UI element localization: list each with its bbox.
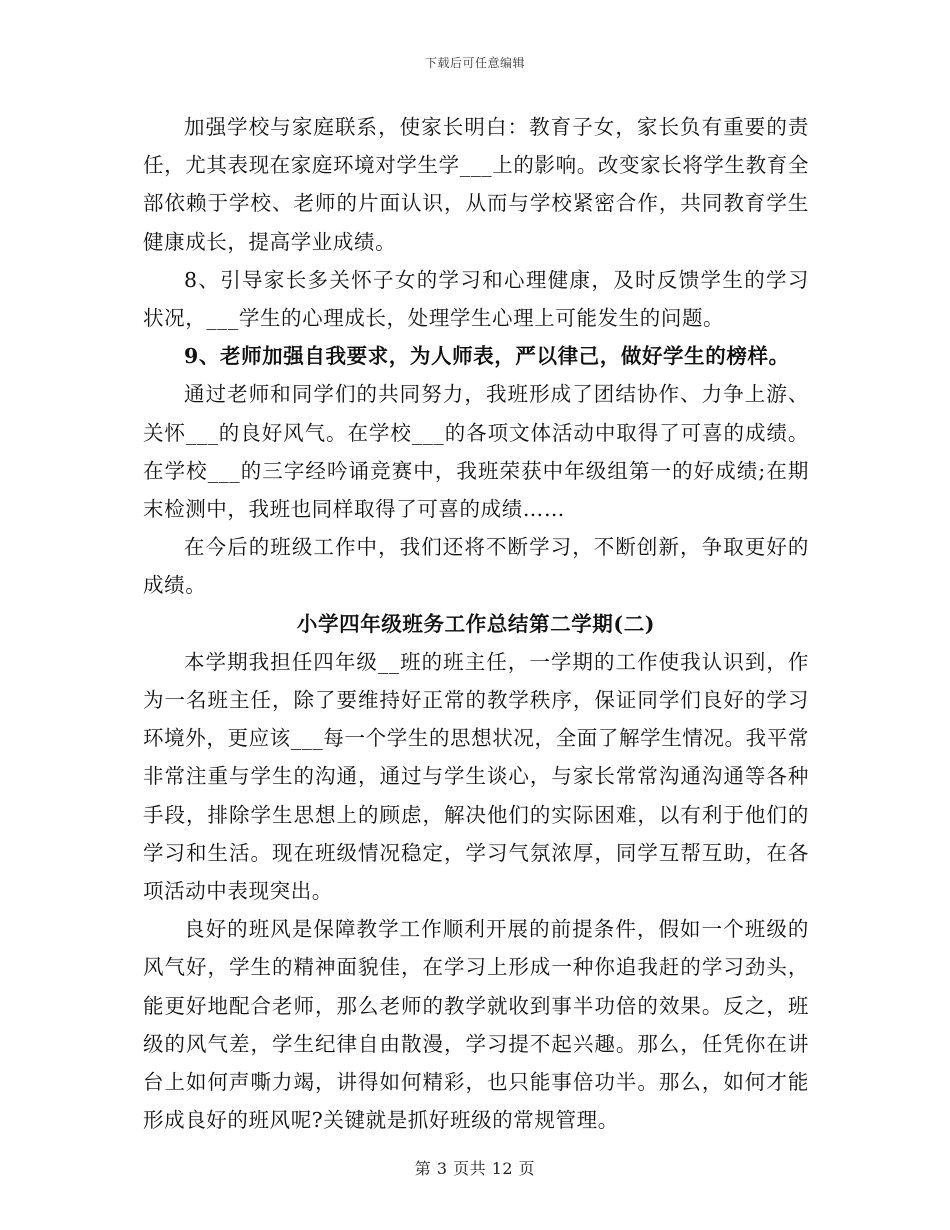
paragraph-class-atmosphere: 良好的班风是保障教学工作顺利开展的前提条件，假如一个班级的风气好，学生的精神面貌佳，在学习上形成一种你追我赶的学习劲头，能更好地配合老师，那么老师的教学就收到事半功倍的效果。反之，班级的风气差，学生纪律自由散漫，学习提不起兴趣。那么，任凭你在讲台上如何声嘶力竭，讲得如何精彩，也只能事倍功半。那么，如何才能形成良好的班风呢?关键就是抓好班级的常规管理。 [143,917,809,1133]
section-title: 小学四年级班务工作总结第二学期(二) [296,611,656,636]
paragraph-item-8: 8、引导家长多关怀子女的学习和心理健康，及时反馈学生的学习状况，___学生的心理成长，处理学生心理上可能发生的问题。 [143,267,809,331]
document-body [143,108,809,1139]
page-number: 第 3 页共 12 页 [414,1159,536,1178]
paragraph-future-work: 在今后的班级工作中，我们还将不断学习，不断创新，争取更好的成绩。 [143,535,809,598]
paragraph-home-school-contact: 加强学校与家庭联系，使家长明白：教育子女，家长负有重要的责任，尤其表现在家庭环境对学生学___上的影响。改变家长将学生教育全部依赖于学校、老师的片面认识，从而与学校紧密合作，共同教育学生健康成长，提高学业成绩。 [143,115,809,254]
paragraph-achievements: 通过老师和同学们的共同努力，我班形成了团结协作、力争上游、关怀___的良好风气。在学校___的各项文体活动中取得了可喜的成绩。在学校___的三字经吟诵竞赛中，我班荣获中年级组第一的好成绩;在期末检测中，我班也同样取得了可喜的成绩…… [143,382,809,522]
paragraph-item-9: 9、老师加强自我要求，为人师表，严以律己，做好学生的榜样。 [184,344,790,369]
header-note: 下载后可任意编辑 [424,56,525,70]
paragraph-head-teacher: 本学期我担任四年级__班的班主任，一学期的工作使我认识到，作为一名班主任，除了要维持好正常的教学秩序，保证同学们良好的学习环境外，更应该___每一个学生的思想状况，全面了解学生情况。我平常非常注重与学生的沟通，通过与学生谈心，与家长常常沟通沟通等各种手段，排除学生思想上的顾虑，解决他们的实际困难，以有利于他们的学习和生活。现在班级情况稳定，学习气氛浓厚，同学互帮互助，在各项活动中表现突出。 [143,649,809,904]
